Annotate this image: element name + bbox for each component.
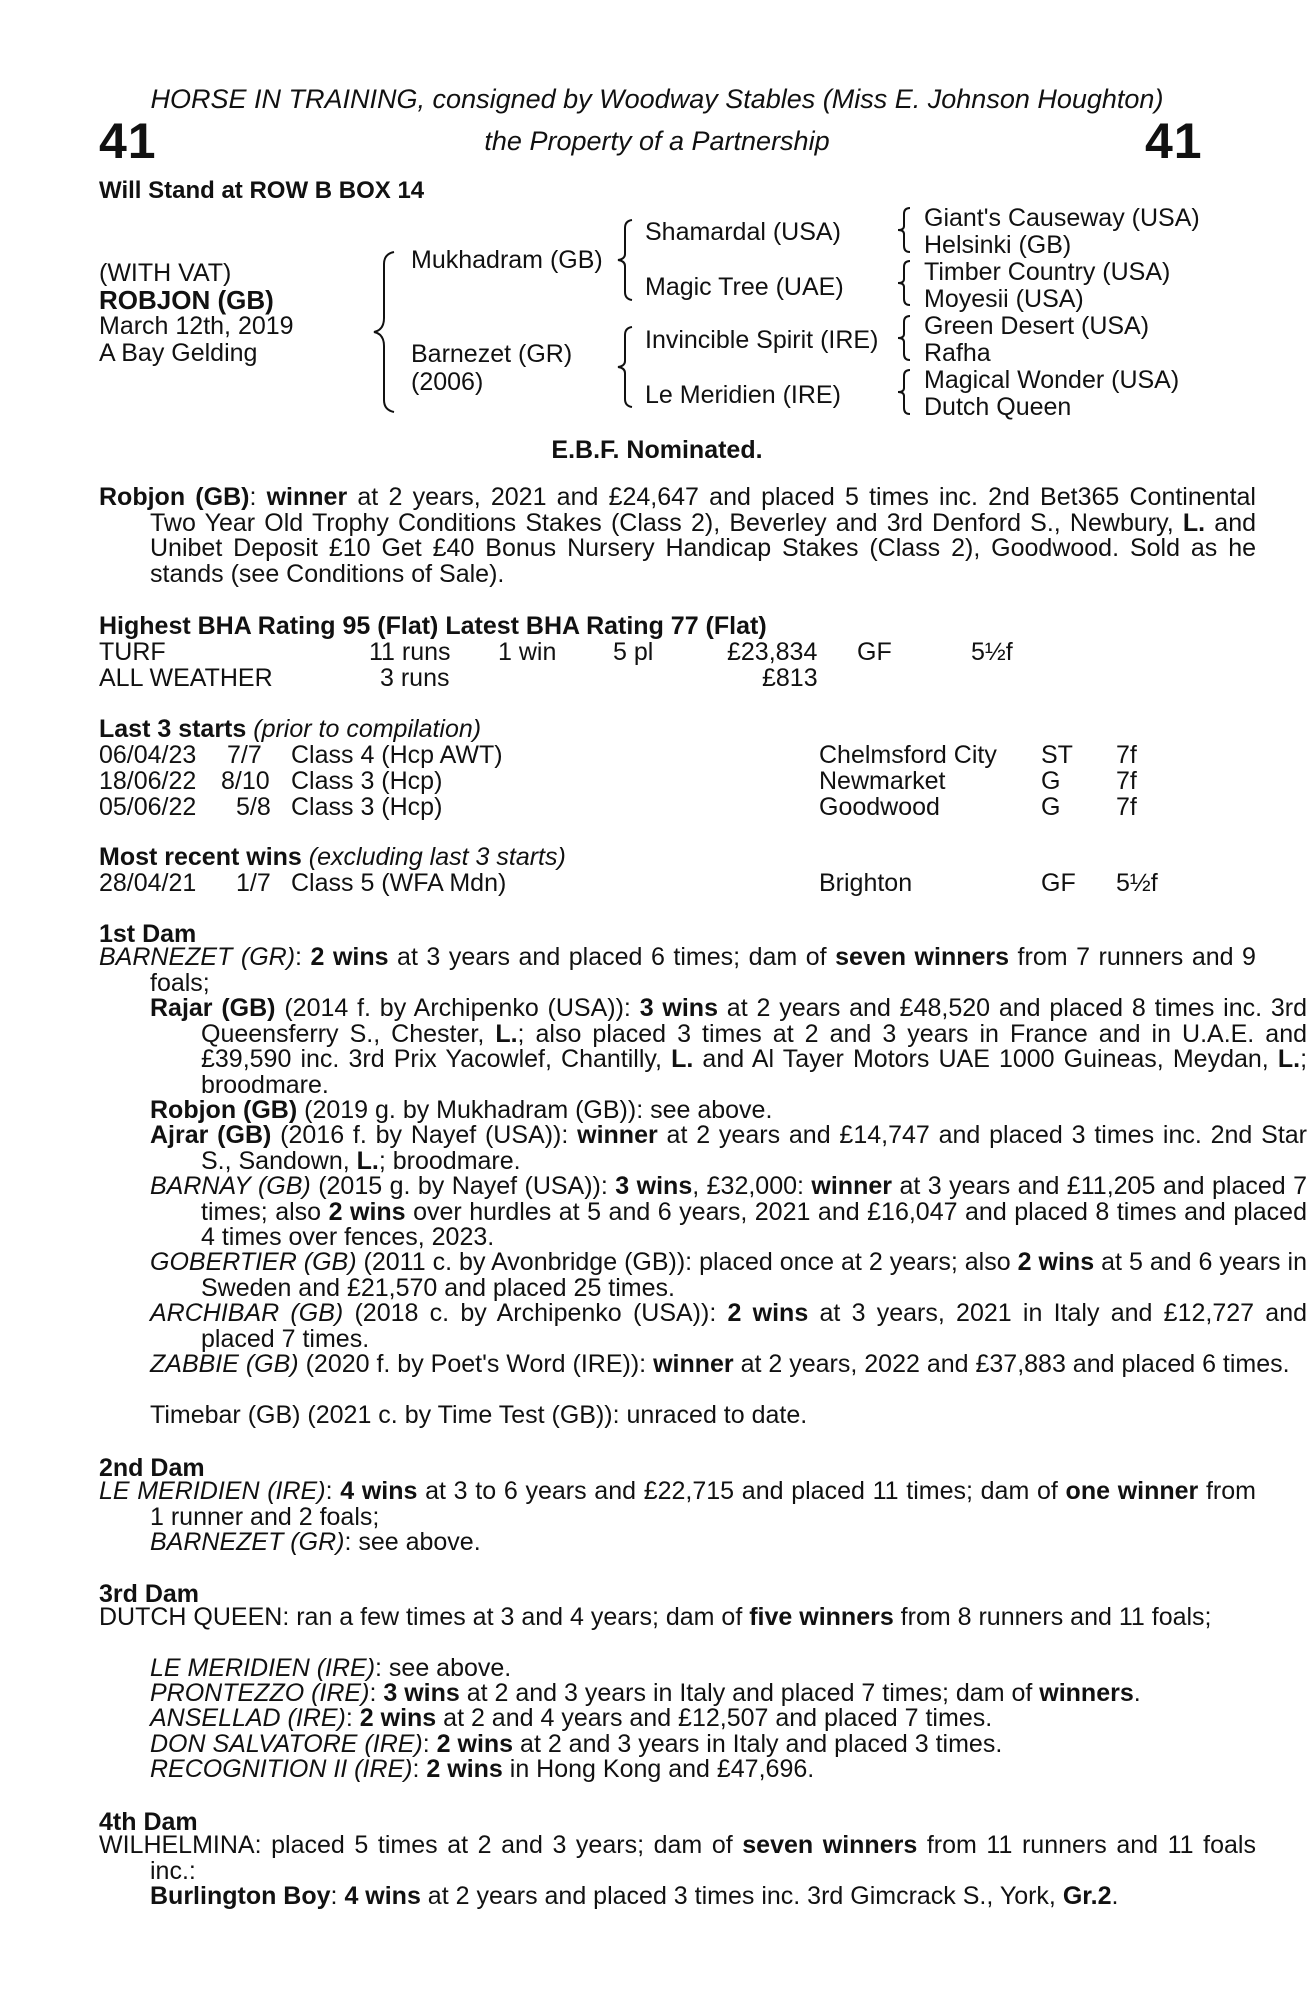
produce-name: ARCHIBAR (GB) [150,1299,344,1327]
pedigree-sds: Timber Country (USA) [924,258,1171,286]
pedigree-dss: Green Desert (USA) [924,312,1150,340]
win-date: 28/04/21 [99,869,197,897]
wins-count: 2 wins [426,1755,503,1783]
produce-barnay [99,1174,1307,1251]
foaling-date: March 12th, 2019 [99,312,294,340]
text: (2019 g. by Mukhadram (GB)): see above. [297,1096,773,1124]
win-going: GF [1041,869,1076,897]
pedigree-dsd: Rafha [924,339,991,367]
start-race: Class 4 (Hcp AWT) [291,741,503,769]
winners-count: one winner [1065,1477,1199,1505]
start-position: 7/7 [227,741,262,769]
text: at 3 years and £11,205 and placed 7 times; also [201,1172,1308,1226]
text: . [1111,1882,1119,1910]
pedigree-sss: Giant's Causeway (USA) [924,204,1200,232]
text: from 7 runners and 9 foals; [150,943,1256,997]
recent-wins-title: Most recent wins [99,843,302,871]
text: at 2 years, 2022 and £37,883 and placed 6 times. [733,1350,1290,1378]
fourth-dam-heading: 4th Dam [99,1808,198,1836]
text: DUTCH QUEEN: ran a few times at 3 and 4 years; dam of [99,1603,750,1631]
text: at 2 and 3 years in Italy and placed 3 times. [513,1730,1003,1758]
text: from 1 runner and 2 foals; [150,1477,1256,1531]
text: in Hong Kong and £47,696. [502,1755,815,1783]
pedigree-brace-ss [895,206,915,254]
text: and Al Tayer Motors UAE 1000 Guineas, Meydan, [693,1045,1278,1073]
win-race: Class 5 (WFA Mdn) [291,869,507,897]
wins-count: 3 wins [383,1679,460,1707]
start-distance: 7f [1116,741,1137,769]
third-dam-record [99,1605,1256,1631]
listed-mark: L. [1277,1045,1301,1073]
text: : [369,1679,384,1707]
start-race: Class 3 (Hcp) [291,767,443,795]
summary-horse-name: Robjon (GB) [99,483,250,511]
start-date: 18/06/22 [99,767,197,795]
start-distance: 7f [1116,767,1137,795]
listed-mark: L. [356,1146,379,1175]
text: (2014 f. by Archipenko (USA)): [275,994,640,1022]
text: : [422,1730,437,1758]
wins-count: 2 wins [359,1704,437,1732]
pedigree-brace-ds [895,314,915,362]
third-dam-produce-prontezzo [99,1681,1307,1707]
pedigree-ddd: Dutch Queen [924,393,1072,421]
text: at 2 and 3 years in Italy and placed 7 times; dam of [459,1679,1040,1707]
wins-count: 4 wins [344,1882,421,1910]
text: from 11 runners and 11 foals inc.: [150,1831,1256,1885]
group-mark: Gr.2 [1062,1882,1112,1910]
pedigree-brace-main [370,250,400,415]
produce-archibar [99,1301,1307,1352]
wins-count: 2 wins [727,1299,809,1327]
pedigree-dam-dam: Le Meridien (IRE) [645,381,841,409]
summary-listed: L. [1182,508,1206,537]
wins-count: 2 wins [310,943,389,971]
produce-timebar: Timebar (GB) (2021 c. by Time Test (GB)): unraced to date. [150,1401,808,1429]
produce-name: ZABBIE (GB) [150,1350,299,1378]
recent-win-row [99,869,1209,895]
start-date: 06/04/23 [99,741,197,769]
pedigree-brace-sd [895,259,915,307]
third-dam-heading: 3rd Dam [99,1580,200,1608]
produce-zabbie [99,1352,1307,1378]
produce-name: Ajrar (GB) [150,1121,272,1149]
recent-wins-heading [99,843,566,872]
ratings-surface: ALL WEATHER [99,664,273,692]
ratings-surface: TURF [99,638,166,666]
text: at 3 years and placed 6 times; dam of [388,943,836,971]
produce-name: Burlington Boy [150,1882,331,1910]
text: WILHELMINA: placed 5 times at 2 and 3 years; dam of [99,1831,743,1859]
ratings-runs: 3 runs [380,664,450,692]
wins-count: 3 wins [639,994,718,1022]
recent-wins-note: (excluding last 3 starts) [308,843,566,871]
wins-count: 2 wins [1017,1248,1095,1276]
ratings-row-turf [99,638,1209,664]
text: at 2 years and placed 3 times inc. 3rd Gimcrack S., York, [420,1882,1063,1910]
pedigree-sire-sire: Shamardal (USA) [645,218,841,246]
property-subtitle: the Property of a Partnership [484,126,830,156]
third-dam-produce-ansellad [99,1706,1307,1732]
text: : [330,1882,345,1910]
winner-word: winner [653,1350,734,1378]
wins-count: 4 wins [340,1477,418,1505]
last-start-row [99,741,1209,767]
text: (2015 g. by Nayef (USA)): [310,1172,616,1200]
produce-ajrar [99,1123,1307,1174]
win-course: Brighton [819,869,913,897]
wins-count: 3 wins [615,1172,693,1200]
winner-word: winner [811,1172,892,1200]
last-starts-heading [99,715,481,744]
listed-mark: L. [495,1019,518,1048]
fourth-dam-record [99,1833,1256,1884]
horse-description: A Bay Gelding [99,339,258,367]
ratings-distance: 5½f [971,638,1013,666]
consignor-heading: HORSE IN TRAINING, consigned by Woodway Stables (Miss E. Johnson Houghton) [150,84,1164,114]
produce-name: BARNEZET (GR) [150,1528,345,1556]
first-dam-heading: 1st Dam [99,920,197,948]
text: : see above. [344,1528,481,1556]
last-start-row [99,793,1209,819]
summary-winner: winner [266,483,348,511]
ratings-runs: 11 runs [369,638,451,666]
second-dam-produce [99,1530,1307,1556]
start-position: 5/8 [236,793,271,821]
pedigree-dds: Magical Wonder (USA) [924,366,1180,394]
text: at 2 and 4 years and £12,507 and placed 7 times. [436,1704,993,1732]
ratings-placed: 5 pl [613,638,654,666]
produce-name: BARNAY (GB) [150,1172,311,1200]
vat-note: (WITH VAT) [99,259,232,287]
produce-name: DON SALVATORE (IRE) [150,1730,423,1758]
pedigree-brace-sire [614,218,636,302]
winner-word: winner [577,1121,658,1149]
listed-mark: L. [671,1045,694,1073]
ratings-money: £23,834 [727,638,818,666]
start-course: Newmarket [819,767,946,795]
racing-summary: Robjon (GB): winner at 2 years, 2021 and £24,647 and placed 5 times inc. 2nd Bet365 Continental Two Year Old Trophy Conditions Stakes (Class 2), Beverley and 3rd Denford S., Newbury, L. and Unibet Deposit £10 Get £40 Bonus Nursery Handicap Stakes (Class 2), Goodwood. Sold as he stands (see Conditions of Sale). [99,483,1256,588]
text: : [412,1755,427,1783]
text: : [345,1704,360,1732]
wins-count: 2 wins [328,1197,406,1226]
last-start-row [99,767,1209,793]
stand-location: Will Stand at ROW B BOX 14 [99,177,425,204]
fourth-dam-produce-burlington-boy [99,1884,1307,1910]
text: (2011 c. by Avonbridge (GB)): placed once at 2 years; also [356,1248,1018,1276]
start-course: Chelmsford City [819,741,997,769]
dam-name: LE MERIDIEN (IRE) [99,1477,326,1505]
lot-number-left: 41 [99,113,157,169]
text: : [325,1477,341,1505]
text: at 2 years and £14,747 and placed 3 times inc. 2nd Star S., Sandown, [201,1121,1308,1175]
pedigree-sdd: Moyesii (USA) [924,285,1084,313]
text: at 3 to 6 years and £22,715 and placed 11 times; dam of [417,1477,1066,1505]
start-going: ST [1041,741,1073,769]
text: , £32,000: [692,1172,812,1200]
text: over hurdles at 5 and 6 years, 2021 and £16,047 and placed 8 times and placed 4 times over fences, 2023. [201,1197,1307,1251]
pedigree-brace-dam [614,325,636,409]
ratings-going: GF [857,638,892,666]
text: . [1133,1679,1141,1707]
ebf-nominated: E.B.F. Nominated. [551,436,763,464]
text: ; broodmare. [201,1045,1308,1099]
pedigree-dam: Barnezet (GR) [411,340,573,368]
pedigree-sire-dam: Magic Tree (UAE) [645,273,844,301]
summary-text-1: at 2 years, 2021 and £24,647 and placed 5 times inc. 2nd Bet365 Continental Two Year Old Trophy Conditions Stakes (Class 2), Beverley and 3rd Denford S., Newbury, [150,483,1256,537]
win-distance: 5½f [1116,869,1158,897]
ratings-wins: 1 win [498,638,557,666]
summary-text-2: and Unibet Deposit £10 Get £40 Bonus Nursery Handicap Stakes (Class 2), Goodwood. Sold as he stands (see Conditions of Sale). [150,508,1256,588]
text: ; also placed 3 times at 2 and 3 years in France and in U.A.E. and £39,590 inc. 3rd Prix Yacowlef, Chantilly, [201,1019,1307,1073]
text: at 5 and 6 years in Sweden and £21,570 and placed 25 times. [201,1248,1308,1302]
text: : see above. [375,1654,512,1682]
produce-name: RECOGNITION II (IRE) [150,1755,413,1783]
start-distance: 7f [1116,793,1137,821]
text: : [295,943,311,971]
start-position: 8/10 [221,767,270,795]
produce-name: Robjon (GB) [150,1096,298,1124]
win-position: 1/7 [236,869,271,897]
text: from 8 runners and 11 foals; [893,1603,1212,1631]
text: (2020 f. by Poet's Word (IRE)): [298,1350,654,1378]
horse-name: ROBJON (GB) [99,285,274,315]
last-starts-note: (prior to compilation) [253,715,482,743]
text: (2016 f. by Nayef (USA)): [271,1121,578,1149]
text: at 2 years and £48,520 and placed 8 times inc. 3rd Queensferry S., Chester, [201,994,1308,1048]
third-dam-produce-le-meridien [99,1656,1307,1682]
start-date: 05/06/22 [99,793,197,821]
lot-number-right: 41 [1145,113,1203,169]
start-going: G [1041,793,1061,821]
second-dam-heading: 2nd Dam [99,1454,205,1482]
start-course: Goodwood [819,793,940,821]
produce-name: LE MERIDIEN (IRE) [150,1654,376,1682]
wins-count: 2 wins [436,1730,514,1758]
bha-ratings-heading: Highest BHA Rating 95 (Flat) Latest BHA Rating 77 (Flat) [99,612,767,640]
winners-count: seven winners [835,943,1010,971]
text: at 3 years, 2021 in Italy and £12,727 and placed 7 times. [201,1299,1308,1353]
ratings-row-all-weather [99,664,1209,690]
last-starts-title: Last 3 starts [99,715,247,743]
second-dam-record [99,1479,1256,1530]
produce-name: PRONTEZZO (IRE) [150,1679,370,1707]
start-race: Class 3 (Hcp) [291,793,443,821]
winners-count: seven winners [742,1831,918,1859]
dam-name: BARNEZET (GR) [99,943,296,971]
produce-name: ANSELLAD (IRE) [150,1704,346,1732]
start-going: G [1041,767,1061,795]
third-dam-produce-recognition [99,1757,1307,1783]
pedigree-brace-dd [895,368,915,416]
winners-count: five winners [749,1603,894,1631]
produce-name: Rajar (GB) [150,994,276,1022]
text: (2018 c. by Archipenko (USA)): [343,1299,728,1327]
produce-gobertier [99,1250,1307,1301]
text: ; broodmare. [378,1146,521,1175]
pedigree-ssd: Helsinki (GB) [924,231,1072,259]
ratings-money: £813 [762,664,818,692]
winners-word: winners [1039,1679,1134,1707]
pedigree-dam-year: (2006) [411,368,484,396]
first-dam-record [99,945,1256,996]
produce-rajar [99,996,1307,1098]
produce-robjon [99,1098,1307,1124]
produce-name: GOBERTIER (GB) [150,1248,357,1276]
third-dam-produce-don-salvatore [99,1732,1307,1758]
pedigree-sire: Mukhadram (GB) [411,246,603,274]
pedigree-dam-sire: Invincible Spirit (IRE) [645,326,879,354]
